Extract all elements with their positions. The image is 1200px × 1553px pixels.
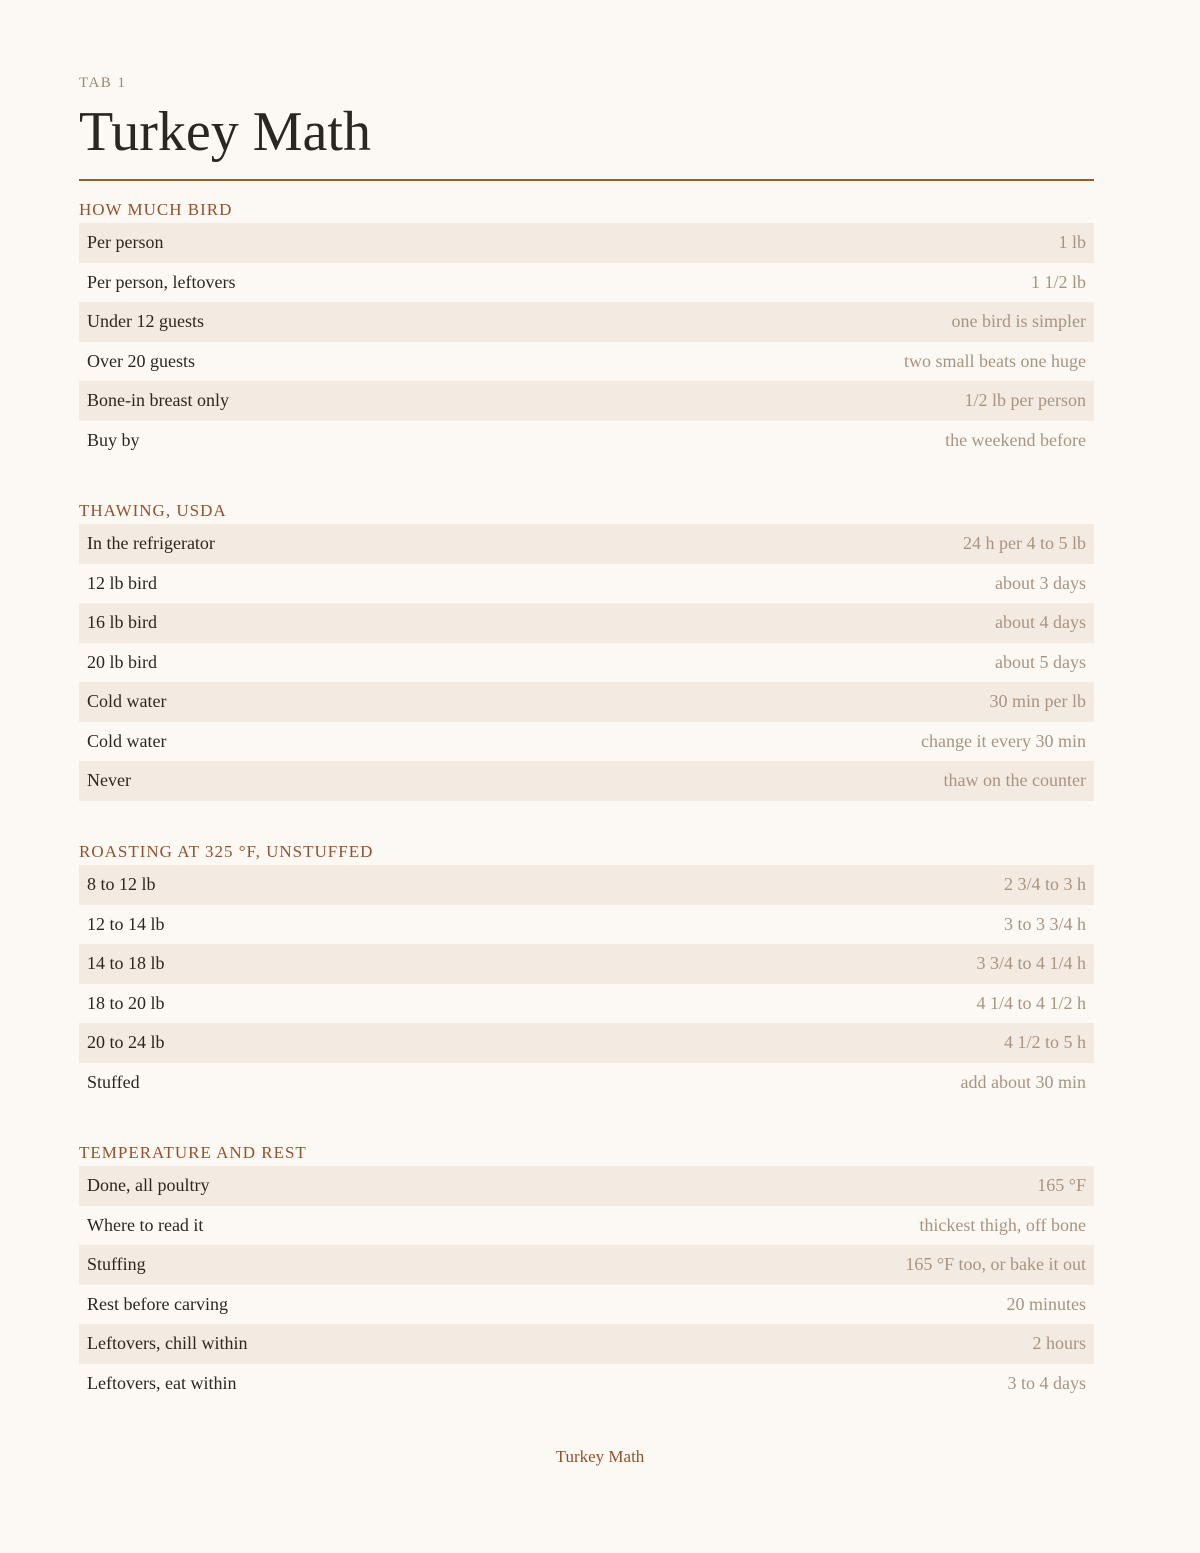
row-label: 14 to 18 lb <box>87 953 165 974</box>
row-value: 2 hours <box>1032 1333 1086 1354</box>
row-label: 8 to 12 lb <box>87 874 156 895</box>
table-row <box>79 865 1094 905</box>
page-title: Turkey Math <box>79 101 371 163</box>
row-label: Rest before carving <box>87 1293 228 1314</box>
section-heading: HOW MUCH BIRD <box>79 200 233 219</box>
table-row <box>79 564 1094 604</box>
table-row <box>79 1324 1094 1364</box>
row-value: about 5 days <box>995 651 1086 672</box>
section <box>79 839 1094 1102</box>
row-label: 12 lb bird <box>87 572 157 593</box>
row-label: Per person, leftovers <box>87 271 236 292</box>
row-value: add about 30 min <box>960 1071 1086 1092</box>
table-row <box>79 1063 1094 1103</box>
table-row <box>79 302 1094 342</box>
row-value: 4 1/4 to 4 1/2 h <box>976 992 1086 1013</box>
row-label: Per person <box>87 232 164 253</box>
row-label: 12 to 14 lb <box>87 913 165 934</box>
row-value: 1 1/2 lb <box>1030 271 1086 292</box>
table-row <box>79 1206 1094 1246</box>
row-value: thaw on the counter <box>943 770 1086 791</box>
table-row <box>79 1245 1094 1285</box>
row-value: 30 min per lb <box>989 691 1086 712</box>
table-row <box>79 1285 1094 1325</box>
section <box>79 498 1094 801</box>
table-row <box>79 761 1094 801</box>
row-label: 16 lb bird <box>87 612 157 633</box>
row-value: about 4 days <box>995 612 1086 633</box>
table-row <box>79 984 1094 1024</box>
row-value: 2 3/4 to 3 h <box>1003 874 1086 895</box>
row-value: 3 3/4 to 4 1/4 h <box>976 953 1086 974</box>
table-row <box>79 905 1094 945</box>
row-label: Where to read it <box>87 1214 204 1235</box>
table-row <box>79 342 1094 382</box>
row-value: the weekend before <box>945 429 1086 450</box>
row-label: Cold water <box>87 730 167 751</box>
row-label: Buy by <box>87 429 140 450</box>
section <box>79 1140 1094 1403</box>
row-label: 18 to 20 lb <box>87 992 165 1013</box>
row-value: 165 °F <box>1037 1175 1086 1196</box>
row-label: Bone-in breast only <box>87 390 229 411</box>
section-heading: ROASTING AT 325 °F, UNSTUFFED <box>79 842 374 861</box>
section <box>79 197 1094 460</box>
section-heading: THAWING, USDA <box>79 501 227 520</box>
table-row <box>79 643 1094 683</box>
row-value: 165 °F too, or bake it out <box>905 1254 1086 1275</box>
row-value: 20 minutes <box>1006 1293 1086 1314</box>
row-value: 3 to 3 3/4 h <box>1003 913 1086 934</box>
table-row <box>79 1364 1094 1404</box>
row-value: change it every 30 min <box>921 730 1086 751</box>
table-row <box>79 263 1094 303</box>
row-label: Under 12 guests <box>87 311 204 332</box>
table-row <box>79 421 1094 461</box>
table-row <box>79 223 1094 263</box>
row-value: two small beats one huge <box>904 350 1086 371</box>
row-value: thickest thigh, off bone <box>919 1214 1086 1235</box>
row-value: 4 1/2 to 5 h <box>1003 1032 1086 1053</box>
row-label: Stuffing <box>87 1254 146 1275</box>
row-value: one bird is simpler <box>951 311 1086 332</box>
row-label: 20 to 24 lb <box>87 1032 165 1053</box>
row-label: Cold water <box>87 691 167 712</box>
row-label: Leftovers, eat within <box>87 1372 237 1393</box>
row-value: about 3 days <box>995 572 1086 593</box>
row-value: 3 to 4 days <box>1007 1372 1086 1393</box>
row-label: 20 lb bird <box>87 651 157 672</box>
row-value: 1/2 lb per person <box>964 390 1086 411</box>
table-row <box>79 603 1094 643</box>
row-label: Done, all poultry <box>87 1175 210 1196</box>
row-value: 24 h per 4 to 5 lb <box>963 533 1086 554</box>
table-row <box>79 722 1094 762</box>
table-row <box>79 1166 1094 1206</box>
row-label: Never <box>87 770 131 791</box>
table-row <box>79 682 1094 722</box>
table-row <box>79 524 1094 564</box>
row-label: In the refrigerator <box>87 533 215 554</box>
row-label: Stuffed <box>87 1071 140 1092</box>
section-heading: TEMPERATURE AND REST <box>79 1143 307 1162</box>
row-value: 1 lb <box>1058 232 1086 253</box>
table-row <box>79 381 1094 421</box>
tab-label: TAB 1 <box>79 75 127 91</box>
title-divider <box>79 179 1094 181</box>
table-row <box>79 944 1094 984</box>
table-row <box>79 1023 1094 1063</box>
page-footer: Turkey Math <box>555 1447 645 1466</box>
row-label: Leftovers, chill within <box>87 1333 248 1354</box>
row-label: Over 20 guests <box>87 350 195 371</box>
